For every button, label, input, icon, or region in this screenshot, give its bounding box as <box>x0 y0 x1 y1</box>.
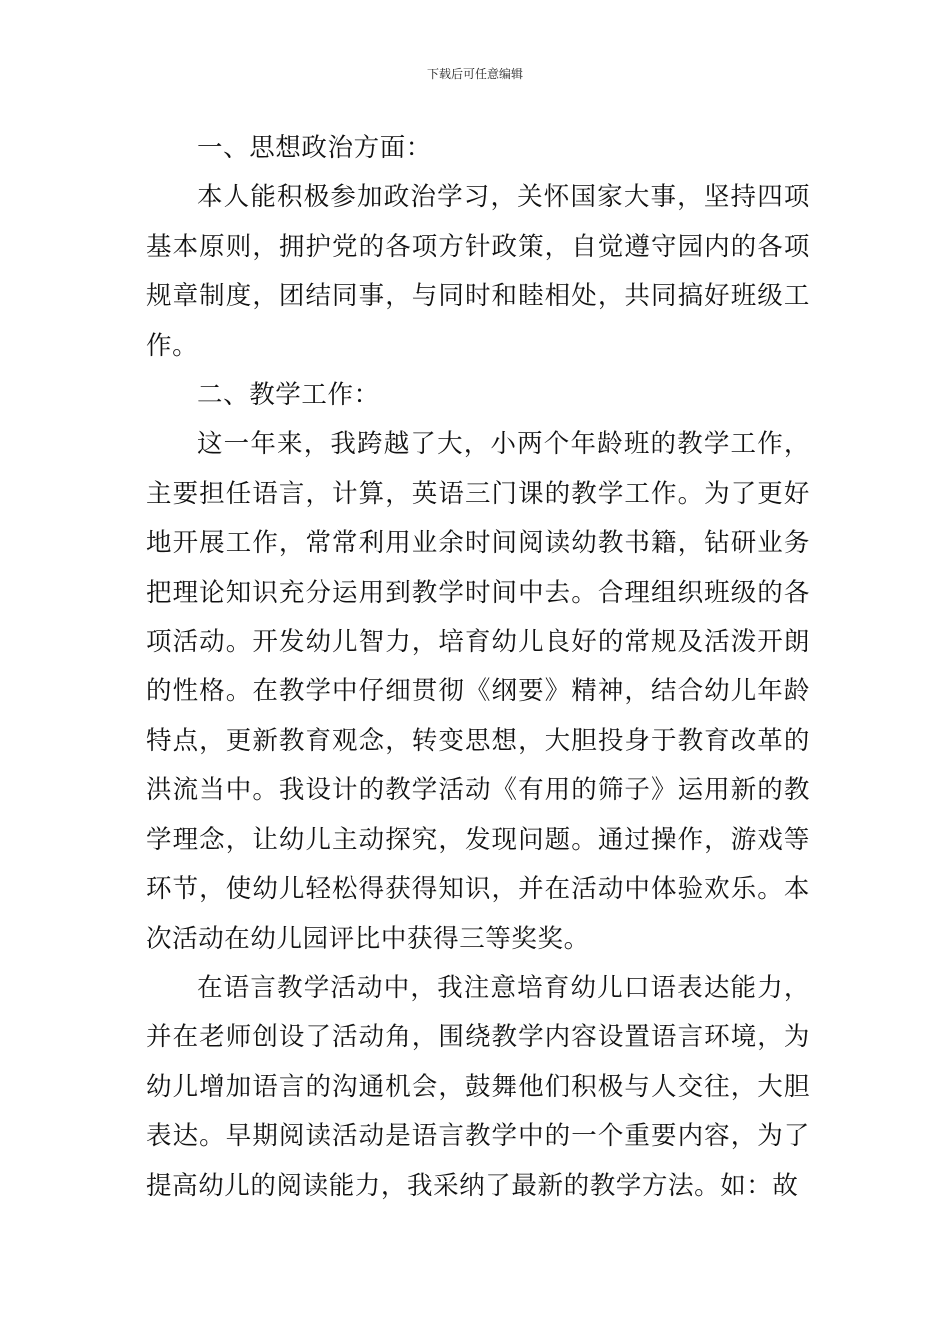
section-heading-politics: 一、思想政治方面： <box>197 133 432 163</box>
section-heading-teaching: 二、教学工作： <box>197 380 380 411</box>
paragraph-language-teaching: 在语言教学活动中，我注意培育幼儿口语表达能力，并在老师创设了活动角，围绕教学内容设置语言环境，为幼儿增加语言的沟通机会，鼓舞他们积极与人交往，大胆表达。早期阅读活动是语言教学中的一个重要内容，为了提高幼儿的阅读能力，我采纳了最新的教学方法。如：故 <box>146 972 810 1201</box>
paragraph-politics: 本人能积极参加政治学习，关怀国家大事，坚持四项基本原则，拥护党的各项方针政策，自觉遵守园内的各项规章制度，团结同事，与同时和睦相处，共同搞好班级工作。 <box>146 182 810 361</box>
paragraph-teaching-overview: 这一年来，我跨越了大，小两个年龄班的教学工作，主要担任语言，计算，英语三门课的教学工作。为了更好地开展工作，常常利用业余时间阅读幼教书籍，钻研业务把理论知识充分运用到教学时间中去。合理组织班级的各项活动。开发幼儿智力，培育幼儿良好的常规及活泼开朗的性格。在教学中仔细贯彻《纲要》精神，结合幼儿年龄特点，更新教育观念，转变思想，大胆投身于教育改革的洪流当中。我设计的教学活动《有用的筛子》运用新的教学理念，让幼儿主动探究，发现问题。通过操作，游戏等环节，使幼儿轻松得获得知识，并在活动中体验欢乐。本次活动在幼儿园评比中获得三等奖奖。 <box>146 429 810 954</box>
document-body <box>146 124 810 1211</box>
page-header-note: 下载后可任意编辑 <box>426 67 523 81</box>
